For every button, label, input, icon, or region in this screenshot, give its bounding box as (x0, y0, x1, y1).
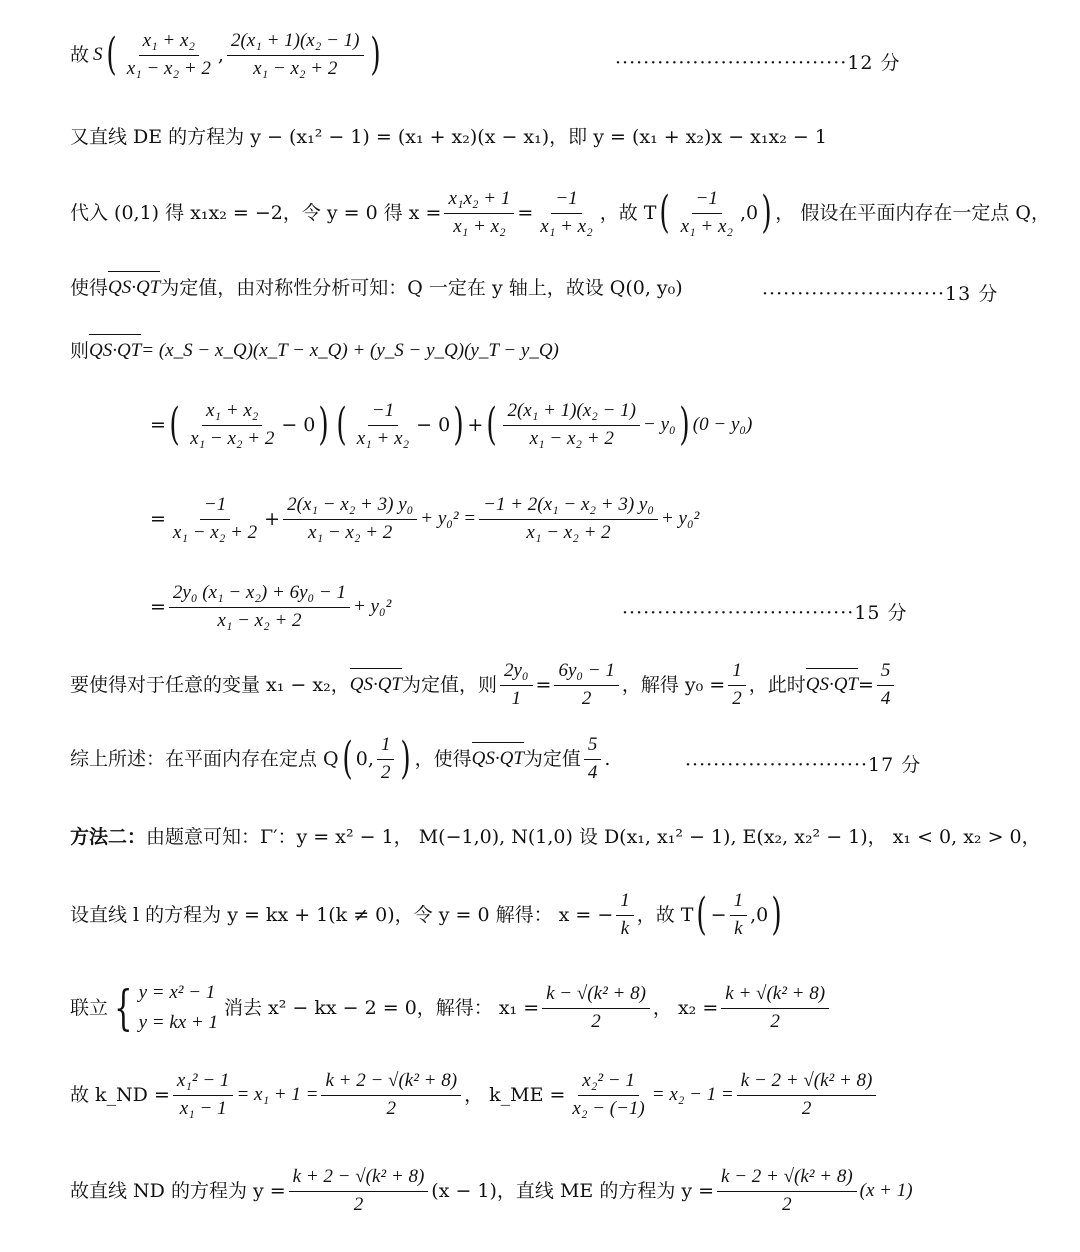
denominator: 1 (511, 687, 522, 709)
operator: + (467, 413, 484, 436)
denominator: x₁ + x₂ (680, 215, 733, 237)
numerator: 1 (730, 890, 748, 916)
vector-dot-product: QS·QT (471, 747, 524, 769)
text: 联立 (70, 996, 109, 1019)
leader-dots: ································· (622, 602, 855, 624)
text: − y₀ (643, 413, 676, 435)
vector-dot-product: QS·QT (349, 673, 402, 695)
text: 为定值，则 (401, 673, 497, 696)
text: ，解得 y₀ = (621, 673, 726, 696)
text: + y₀² (660, 507, 700, 529)
denominator: 2 (386, 1097, 396, 1119)
text: 故直线 ND 的方程为 y = (70, 1179, 286, 1202)
denominator: x₁ − x₂ + 2 (253, 57, 338, 79)
fraction (721, 983, 829, 1034)
text: 要使得对于任意的变量 x₁ − x₂， (70, 673, 350, 696)
text: 故 k_ND = (70, 1083, 170, 1106)
numerator: 6y₀ − 1 (554, 660, 618, 686)
text: + y₀² (352, 595, 392, 617)
numerator: −1 (200, 494, 230, 520)
fraction (584, 734, 602, 785)
vector-dot-product: QS·QT (108, 277, 161, 298)
text: − (710, 903, 727, 926)
line-line-l (70, 890, 785, 941)
fraction (123, 30, 215, 81)
numerator: 1 (728, 660, 746, 686)
text: ， x₂ = (652, 996, 719, 1019)
fraction (169, 582, 350, 633)
leader-dots: ·························· (762, 283, 946, 305)
fraction (227, 30, 364, 81)
denominator: x₁ + x₂ (356, 427, 410, 449)
text: 由题意可知：Γ′：y = x² − 1， M(−1,0), N(1,0) 设 D(x₁, x₁² − 1), E(x₂, x₂² − 1)， x₁ < 0, x₂ > 0， (146, 826, 1041, 848)
paren-right: ) (679, 399, 690, 451)
paren-right: ) (318, 399, 330, 451)
line-assume-q (70, 277, 683, 300)
fraction (444, 188, 514, 239)
score-label: 17 分 (868, 754, 922, 776)
text: ， 假设在平面内存在一定点 Q， (775, 201, 1050, 224)
text: (x + 1) (859, 1179, 913, 1201)
fraction (283, 494, 417, 545)
operator: + (264, 507, 281, 530)
paren-right: ) (761, 187, 772, 239)
equation: y = kx + 1 (138, 1012, 219, 1034)
denominator: 2 (801, 1097, 812, 1119)
numerator: 2(x₁ + 1)(x₂ − 1) (227, 30, 364, 56)
fraction (500, 660, 533, 711)
denominator: x₁ − x₂ + 2 (308, 521, 393, 543)
vector-dot-product: QS·QT (89, 340, 142, 361)
denominator: x₁ − x₂ + 2 (526, 521, 611, 543)
fraction (503, 400, 640, 451)
denominator: 2 (380, 761, 391, 783)
operator: = (150, 595, 166, 618)
operator: = (517, 201, 534, 224)
text: 消去 x² − kx − 2 = 0，解得： x₁ = (224, 996, 540, 1019)
text: . (604, 747, 611, 770)
denominator: x₁ − x₂ + 2 (529, 427, 614, 449)
numerator: 2y₀ (500, 660, 533, 686)
fraction (554, 660, 618, 711)
numerator: x₁² − 1 (173, 1070, 234, 1096)
numerator: k − 2 + √(k² + 8) (737, 1070, 877, 1096)
score-leader-13 (762, 279, 998, 306)
vector-dot-product: QS·QT (805, 673, 858, 695)
line-conclusion (70, 734, 610, 785)
text: 综上所述：在平面内存在定点 Q (70, 747, 339, 770)
paren-left: ( (486, 399, 498, 451)
denominator: x₁ − x₂ + 2 (190, 427, 275, 449)
equation-system (139, 978, 218, 1039)
text: = x₁ + 1 = (236, 1083, 319, 1105)
method-heading: 方法二： (70, 826, 147, 848)
paren-right: ) (400, 733, 412, 785)
line-dot-product (70, 340, 559, 363)
denominator: x₁ − x₂ + 2 (172, 521, 258, 543)
fraction (169, 494, 261, 545)
score-label: 13 分 (945, 283, 999, 305)
denominator: x₂ − (−1) (572, 1097, 645, 1119)
numerator: 1 (377, 734, 395, 760)
text: ，此时 (748, 673, 806, 696)
fraction (717, 1166, 857, 1217)
numerator: 2(x₁ + 1)(x₂ − 1) (503, 400, 640, 426)
score-leader-15 (622, 598, 908, 625)
fraction (173, 1070, 234, 1121)
text: ， k_ME = (464, 1083, 566, 1106)
numerator: −1 (551, 188, 581, 214)
equation: y = x² − 1 (138, 982, 216, 1003)
text: − 0 (416, 413, 451, 436)
numerator: k + √(k² + 8) (721, 983, 829, 1009)
fraction (377, 734, 395, 785)
paren-right: ) (369, 29, 381, 81)
numerator: −1 (692, 188, 722, 214)
line-expand-1 (150, 400, 752, 451)
denominator: 2 (732, 687, 742, 709)
operator: = (857, 673, 874, 696)
equation: = (x_S − x_Q)(x_T − x_Q) + (y_S − y_Q)(y_T − y_Q) (141, 340, 559, 361)
text: 代入 (0,1) 得 x₁x₂ = −2，令 y = 0 得 x = (70, 201, 442, 224)
operator: = (150, 507, 166, 530)
line-method-two (70, 826, 1041, 849)
numerator: 1 (616, 890, 634, 916)
denominator: x₁ + x₂ (453, 215, 506, 237)
denominator: 2 (782, 1193, 792, 1215)
score-leader-12 (615, 48, 901, 75)
paren-left: ( (105, 29, 117, 81)
line-simultaneous (70, 978, 832, 1039)
fraction (677, 188, 737, 239)
fraction (186, 400, 278, 451)
fraction (479, 494, 658, 545)
line-s-coordinates: 故 S ( $\frac{\text{x₁ + x₂}}{\text{x₁ − x₂ + 2}}$ , $\frac{\text{2(x₁ + 1)(x₂ − 1)}}{\text{x₁ − x₂ + 2}}$ ) (70, 29, 381, 81)
numerator: 2y₀ (x₁ − x₂) + 6y₀ − 1 (169, 582, 350, 608)
fraction (616, 890, 634, 941)
paren-right: ) (453, 399, 464, 451)
score-leader-17 (685, 750, 921, 777)
text: 则 (70, 340, 90, 362)
numerator: −1 (368, 400, 398, 426)
brace-left: { (114, 980, 133, 1037)
paren-left: ( (342, 733, 353, 785)
line-expand-2 (150, 494, 699, 545)
line-substitute (70, 188, 1050, 239)
math-symbol: S (93, 43, 103, 65)
denominator: k (620, 917, 630, 939)
fraction (568, 1070, 648, 1121)
denominator: 2 (581, 687, 592, 709)
text: + y₀² = (420, 507, 477, 529)
text: = x₂ − 1 = (651, 1083, 734, 1105)
text: ，故 T (599, 201, 657, 224)
text: ，故 T (636, 903, 694, 926)
fraction (737, 1070, 877, 1121)
numerator: −1 + 2(x₁ − x₂ + 3) y₀ (479, 494, 658, 520)
fraction (289, 1166, 429, 1217)
leader-dots: ·························· (685, 754, 869, 776)
fraction (321, 1070, 461, 1121)
line-constant-condition (70, 660, 897, 711)
paren-left: ( (696, 889, 708, 941)
operator: = (535, 673, 552, 696)
text: − 0 (281, 413, 316, 436)
operator: = (150, 413, 166, 436)
denominator: 2 (770, 1010, 780, 1032)
text: (x − 1)，直线 ME 的方程为 y = (431, 1179, 715, 1202)
text: 为定值 (523, 747, 581, 770)
line-de-equation (70, 126, 827, 149)
numerator: x₁ + x₂ (202, 400, 262, 426)
denominator: k (734, 917, 743, 939)
fraction (542, 983, 650, 1034)
denominator: 4 (587, 761, 598, 783)
fraction (728, 660, 746, 711)
text: 又直线 DE 的方程为 y − (x₁² − 1) = (x₁ + x₂)(x − x₁)，即 y = (x₁ + x₂)x − x₁x₂ − 1 (70, 126, 827, 148)
text: (0 − y₀) (692, 413, 753, 435)
denominator: x₁ + x₂ (540, 215, 593, 237)
line-nd-me (70, 1166, 913, 1217)
numerator: 5 (584, 734, 602, 760)
numerator: k − 2 + √(k² + 8) (717, 1166, 857, 1192)
text: 0, (355, 747, 374, 770)
paren-right: ) (771, 889, 782, 941)
numerator: 2(x₁ − x₂ + 3) y₀ (283, 494, 417, 520)
denominator: 4 (880, 687, 891, 709)
text: ,0 (750, 903, 769, 926)
denominator: 2 (591, 1010, 601, 1032)
numerator: x₁x₂ + 1 (444, 188, 514, 214)
text: ,0 (739, 201, 759, 224)
fraction (877, 660, 895, 711)
numerator: k + 2 − √(k² + 8) (289, 1166, 429, 1192)
line-expand-3 (150, 582, 391, 633)
line-slopes (70, 1070, 879, 1121)
leader-dots: ································· (615, 52, 848, 74)
paren-left: ( (335, 399, 347, 451)
text: 使得 (70, 277, 109, 299)
denominator: x₁ − x₂ + 2 (217, 609, 302, 631)
denominator: x₁ − 1 (179, 1097, 227, 1119)
score-label: 15 分 (854, 602, 908, 624)
numerator: k + 2 − √(k² + 8) (321, 1070, 461, 1096)
text: 为定值，由对称性分析可知：Q 一定在 y 轴上，故设 Q(0, y₀) (160, 277, 683, 299)
fraction (730, 890, 748, 941)
numerator: k − √(k² + 8) (542, 983, 650, 1009)
paren-left: ( (659, 187, 671, 239)
fraction (536, 188, 596, 239)
numerator: x₂² − 1 (578, 1070, 639, 1096)
fraction (353, 400, 413, 451)
text: 故 (70, 43, 90, 66)
score-label: 12 分 (847, 52, 901, 74)
denominator: x₁ − x₂ + 2 (126, 57, 211, 79)
text: ，使得 (414, 747, 472, 770)
denominator: 2 (353, 1193, 364, 1215)
numerator: x₁ + x₂ (139, 30, 199, 56)
paren-left: ( (169, 399, 180, 451)
numerator: 5 (877, 660, 895, 686)
text: 设直线 l 的方程为 y = kx + 1(k ≠ 0)，令 y = 0 解得： x = − (70, 903, 614, 926)
